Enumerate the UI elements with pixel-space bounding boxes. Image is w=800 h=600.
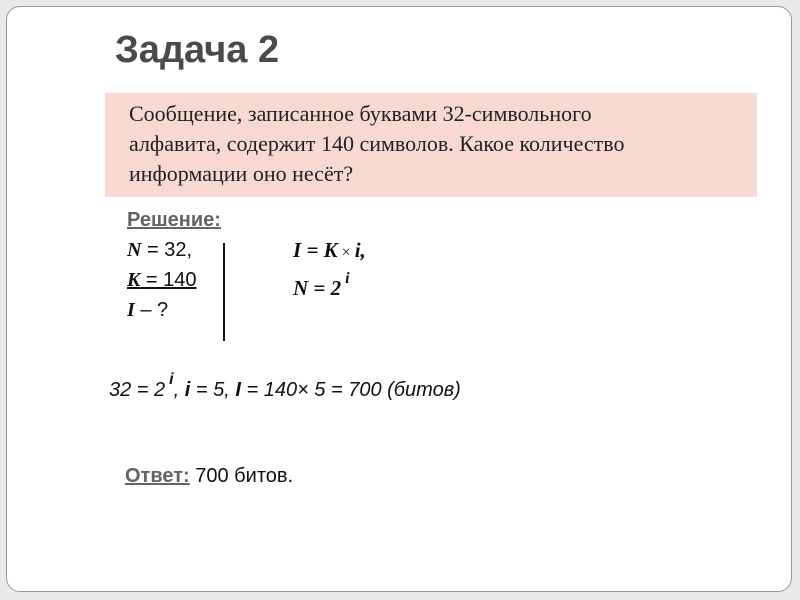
formulas-block <box>293 235 366 303</box>
given-i-value: – ? <box>134 299 169 321</box>
given-block <box>127 235 197 325</box>
divider-line <box>223 243 225 341</box>
given-i-var: I <box>127 299 135 321</box>
calc-i-var: i <box>184 379 191 401</box>
formula-1-times: × <box>337 244 355 261</box>
calc-exponent: i <box>169 371 174 388</box>
answer-line <box>125 465 293 488</box>
task-line-2: алфавита, содержит 140 символов. Какое количество <box>129 131 625 156</box>
formula-1-K: K <box>323 238 338 262</box>
formula-1-eq: = <box>301 238 324 262</box>
calc-part-2: = 5, <box>190 379 236 401</box>
task-line-1: Сообщение, записанное буквами 32-символьного <box>129 101 592 126</box>
solution-label: Решение: <box>127 209 221 231</box>
formula-2-exponent: i <box>345 270 350 287</box>
formula-1-I: I <box>293 238 302 262</box>
slide-title: Задача 2 <box>115 29 280 71</box>
formula-2-main: N = 2 <box>293 276 342 300</box>
task-line-3: информации оно несёт? <box>129 161 354 186</box>
given-k-var: K <box>127 269 141 291</box>
formula-1-i: i <box>354 238 361 262</box>
given-n <box>127 235 197 265</box>
calc-part-3: = 140× 5 = 700 (битов) <box>240 379 461 401</box>
task-box <box>105 93 757 197</box>
answer-label: Ответ: <box>125 465 190 487</box>
given-n-value: = 32, <box>141 239 193 261</box>
formula-1 <box>293 235 366 265</box>
calc-part-1: 32 = 2 <box>109 379 166 401</box>
formula-2 <box>293 270 366 303</box>
given-n-var: N <box>127 239 142 261</box>
given-k-value: = 140 <box>140 269 197 291</box>
calc-comma: , <box>173 379 185 401</box>
slide <box>6 6 792 592</box>
calc-I-var: I <box>235 379 241 401</box>
answer-value: 700 битов. <box>189 465 294 487</box>
given-i <box>127 295 197 325</box>
formula-1-end: , <box>360 238 366 262</box>
given-k <box>127 265 197 295</box>
calculation-line <box>109 371 461 402</box>
